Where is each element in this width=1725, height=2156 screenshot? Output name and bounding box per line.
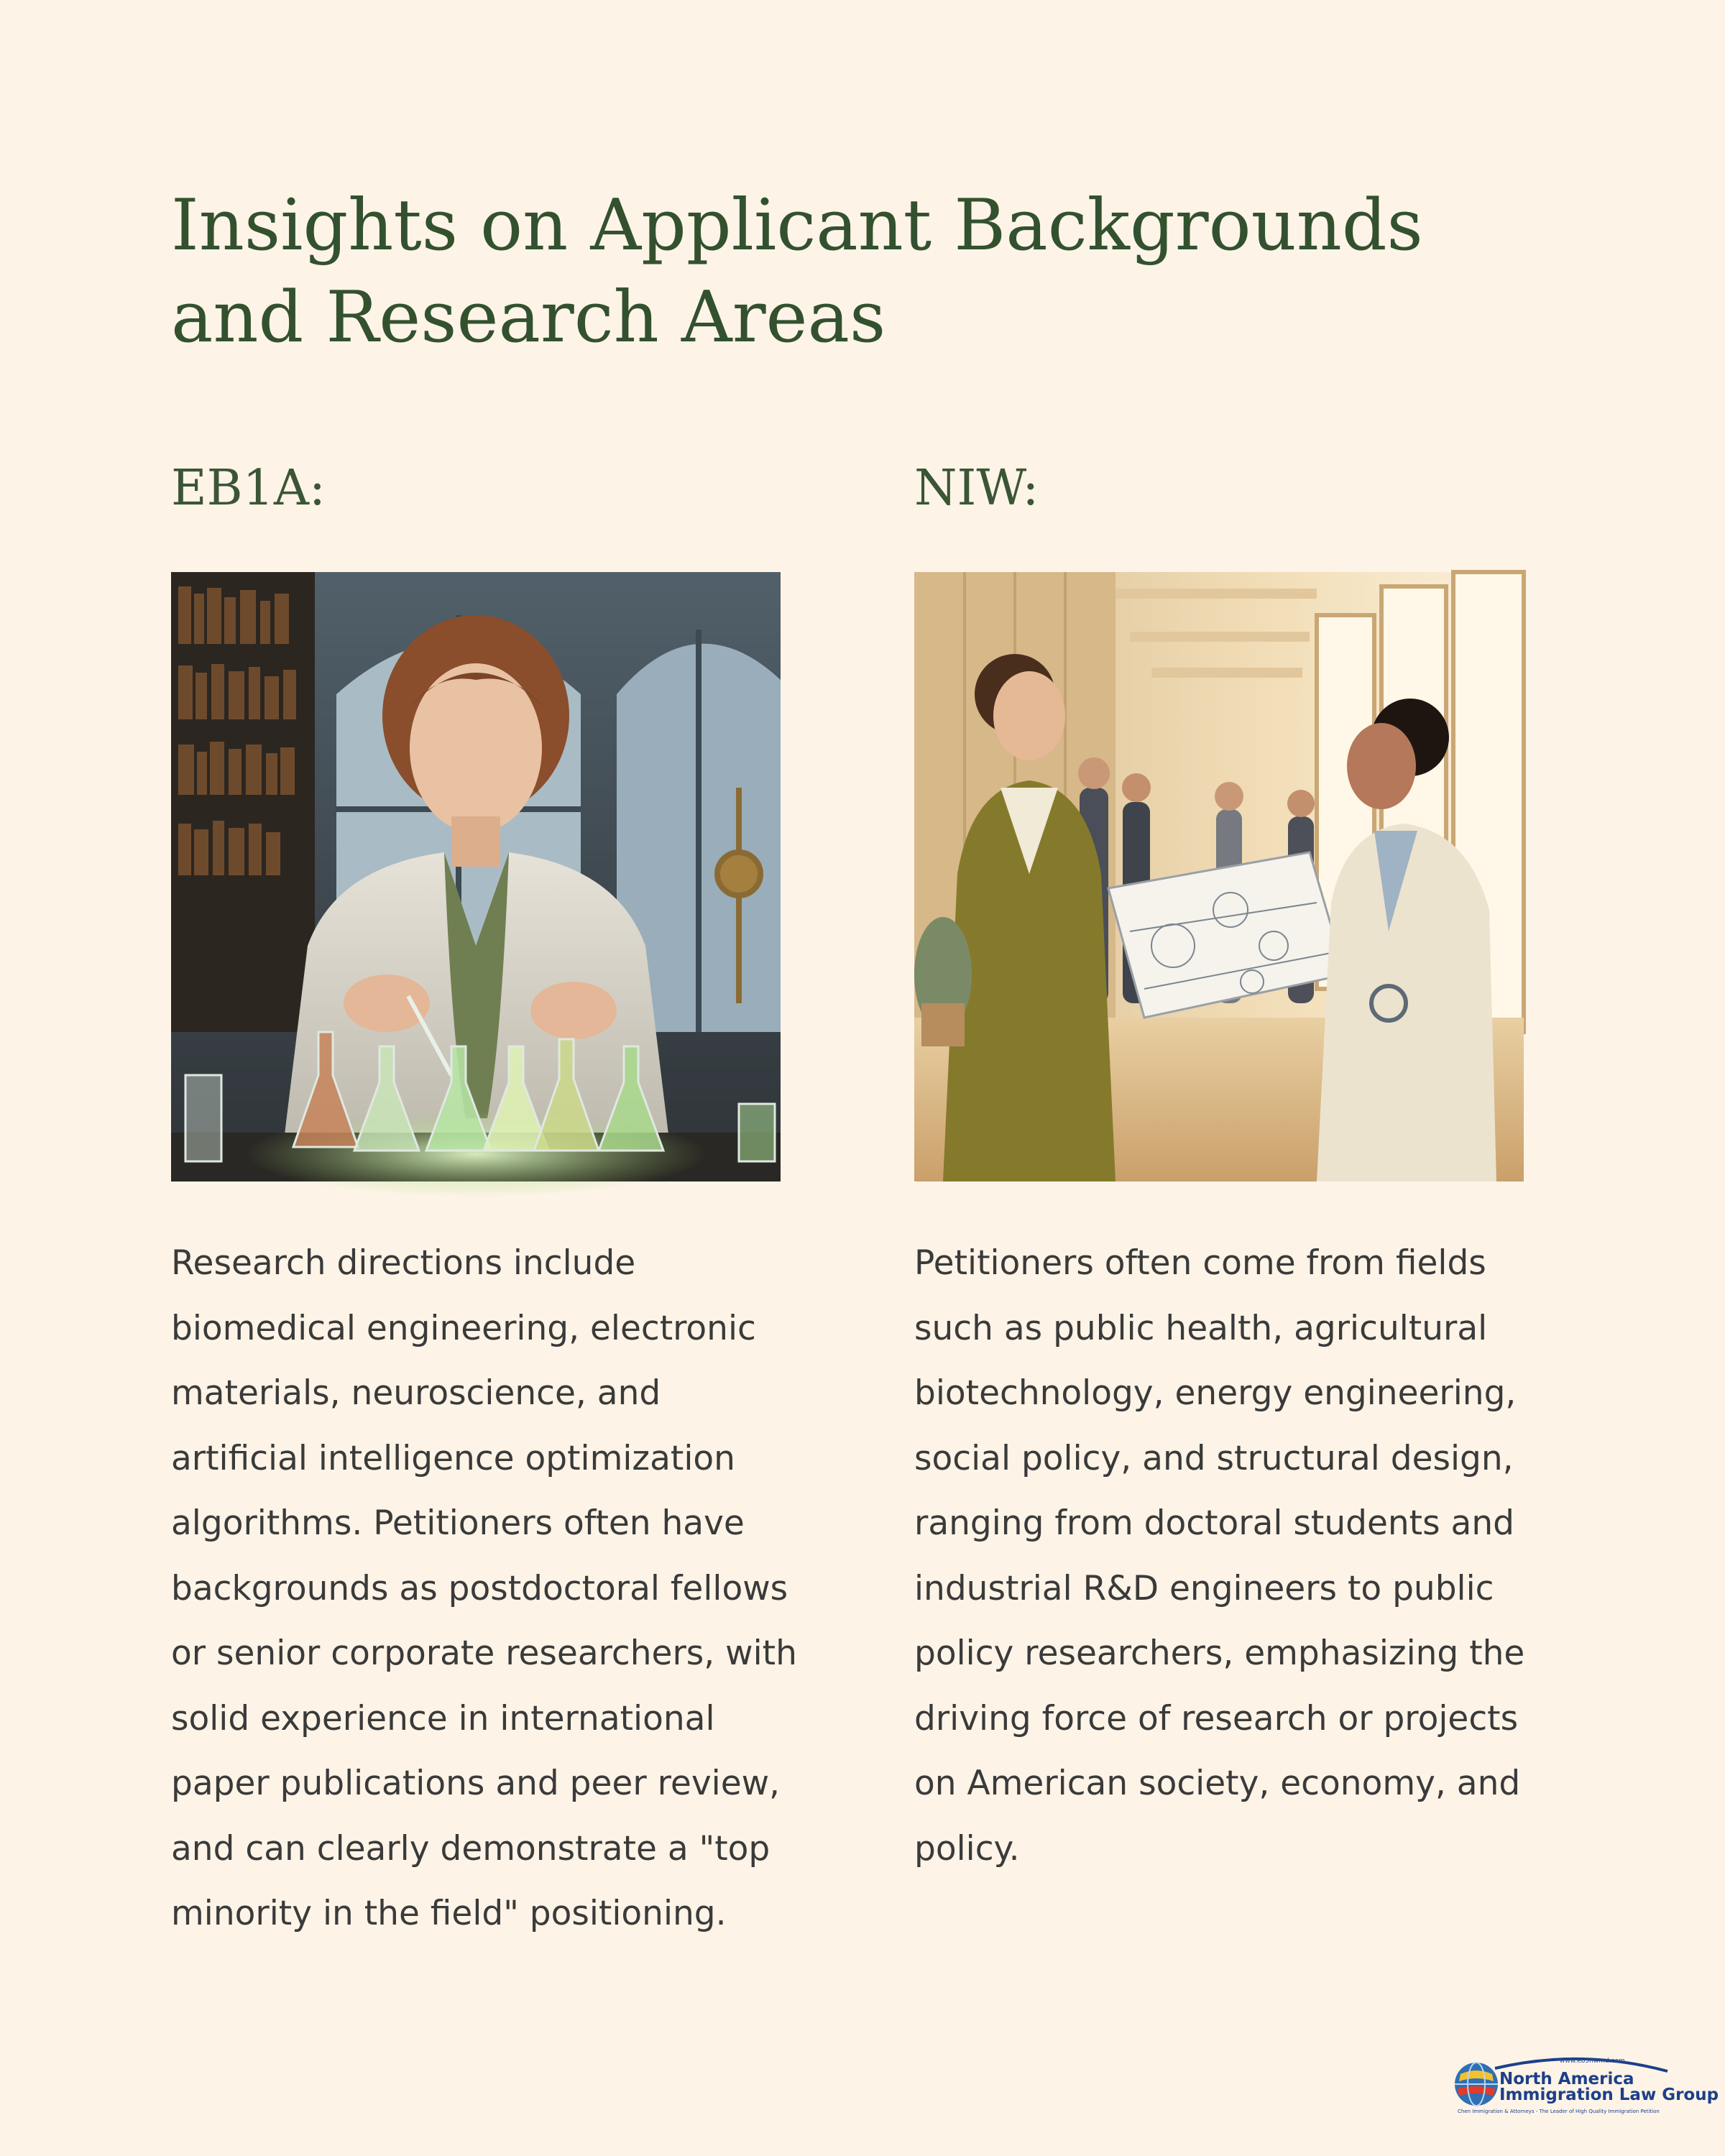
logo-url: www.eb5nwmd.com xyxy=(1560,2058,1625,2065)
logo-name-line2: Immigration Law Group xyxy=(1499,2086,1719,2104)
eb1a-description: Research directions include biomedical engineering, electronic materials, neuroscience, and artificial intelligence optimization algorithms. Petitioners often have backgrounds as postdoctoral fellows or senior corporate researchers, with solid experience in international paper publications and peer review, and can clearly demonstrate a "top minority in the field" positioning. xyxy=(171,1243,797,1933)
niw-description: Petitioners often come from fields such as public health, agricultural biotechnology, energy engineering, social policy, and structural design, ranging from doctoral students and industrial R&D engineers to public policy researchers, emphasizing the driving force of research or projects on American society, economy, and policy. xyxy=(914,1243,1525,1869)
eb1a-section xyxy=(171,460,797,1933)
logo-name-line1: North America xyxy=(1499,2070,1634,2088)
page-title: Insights on Applicant Backgrounds and Research Areas xyxy=(171,185,1423,359)
eb1a-lab-image xyxy=(171,572,781,1181)
niw-heading: NIW: xyxy=(914,460,1039,517)
law-group-logo xyxy=(1452,2053,1719,2119)
globe-icon xyxy=(1455,2063,1498,2106)
niw-meeting-image xyxy=(914,572,1524,1181)
eb1a-heading: EB1A: xyxy=(171,460,326,517)
niw-section xyxy=(914,460,1525,1869)
logo-tagline: Chen Immigration & Attorneys - The Leader of High Quality Immigration Petition xyxy=(1458,2109,1660,2114)
